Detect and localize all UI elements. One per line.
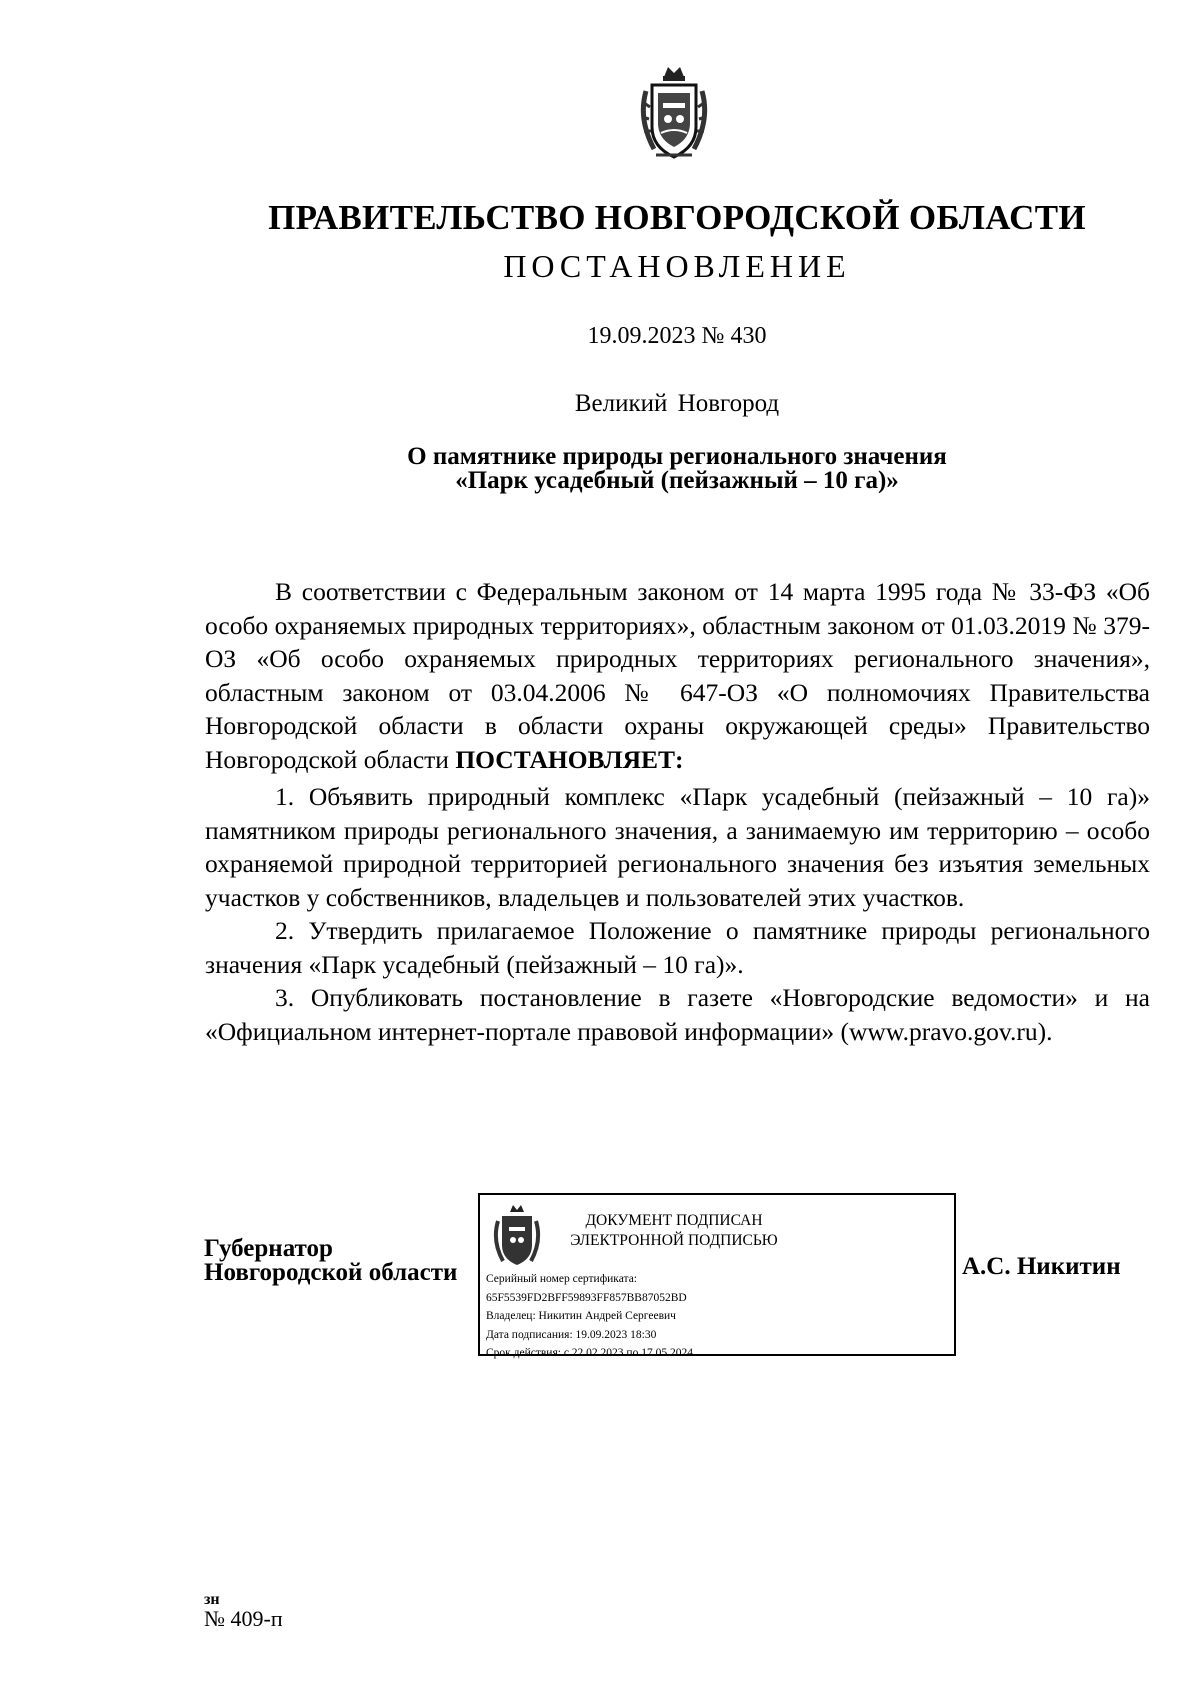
- executor-mark: [204, 1590, 283, 1631]
- novgorod-coat-of-arms-icon: [634, 63, 714, 163]
- stamp-coat-of-arms-icon: [490, 1203, 544, 1269]
- certificate-serial-value: 65F5539FD2BFF59893FF857BB87052BD: [486, 1291, 687, 1304]
- executor-initials: зн: [204, 1591, 220, 1608]
- signer-position-line-1: Губернатор: [204, 1235, 333, 1262]
- stamp-heading: [564, 1211, 784, 1251]
- item-1: 1. Объявить природный комплекс «Парк усадебный (пейзажный – 10 га)» памятником природы регионального значения, а занимаемую им территорию – особо охраняемой природной территорией регионального значения без изъятия земельных участков у собственников, владельцев и пользователей этих участков.: [205, 782, 1150, 912]
- stamp-heading-line-1: ДОКУМЕНТ ПОДПИСАН: [585, 1212, 763, 1229]
- title-line-2: «Парк усадебный (пейзажный – 10 га)»: [455, 467, 899, 494]
- preamble-paragraph: [205, 575, 1150, 776]
- certificate-serial-label: Серийный номер сертификата:: [486, 1273, 637, 1285]
- signer-name: А.С. Никитин: [962, 1253, 1121, 1280]
- document-city: Великий Новгород: [574, 390, 780, 417]
- title-line-1: О памятнике природы регионального значения: [407, 443, 947, 470]
- stamp-certificate-info: [486, 1270, 693, 1363]
- signer-position-line-2: Новгородской области: [204, 1259, 458, 1286]
- certificate-validity: Срок действия: с 22.02.2023 по 17.05.2024: [486, 1347, 693, 1359]
- document-date-number: 19.09.2023 № 430: [587, 323, 767, 349]
- document-type: ПОСТАНОВЛЕНИЕ: [503, 248, 851, 284]
- authority-name: ПРАВИТЕЛЬСТВО НОВГОРОДСКОЙ ОБЛАСТИ: [268, 198, 1086, 237]
- certificate-owner: Владелец: Никитин Андрей Сергеевич: [486, 1310, 676, 1322]
- electronic-signature-stamp: [478, 1193, 956, 1359]
- signer-position: [204, 1237, 457, 1285]
- item-2: 2. Утвердить прилагаемое Положение о памятнике природы регионального значения «Парк усадебный (пейзажный – 10 га)».: [205, 916, 1150, 979]
- decree-word: ПОСТАНОВЛЯЕТ:: [455, 744, 684, 774]
- document-body: [205, 575, 1150, 1048]
- stamp-heading-line-2: ЭЛЕКТРОННОЙ ПОДПИСЬЮ: [570, 1232, 778, 1249]
- preamble-text: В соответствии с Федеральным законом от 14 марта 1995 года № 33-ФЗ «Об особо охраняемых природных территориях», областным законом от 01.03.2019 № 379-ОЗ «Об особо охраняемых природных территориях регионального значения», областным законом от 03.04.2006 № 647-ОЗ «О полномочиях Правительства Новгородской области в области охраны окружающей среды» Правительство Новгородской области: [205, 577, 1150, 774]
- item-3: 3. Опубликовать постановление в газете «Новгородские ведомости» и на «Официальном интернет-портале правовой информации» (www.pravo.gov.ru).: [205, 983, 1150, 1046]
- signing-date: Дата подписания: 19.09.2023 18:30: [486, 1328, 657, 1341]
- executor-number: № 409-п: [204, 1606, 283, 1631]
- document-title: [0, 445, 1200, 493]
